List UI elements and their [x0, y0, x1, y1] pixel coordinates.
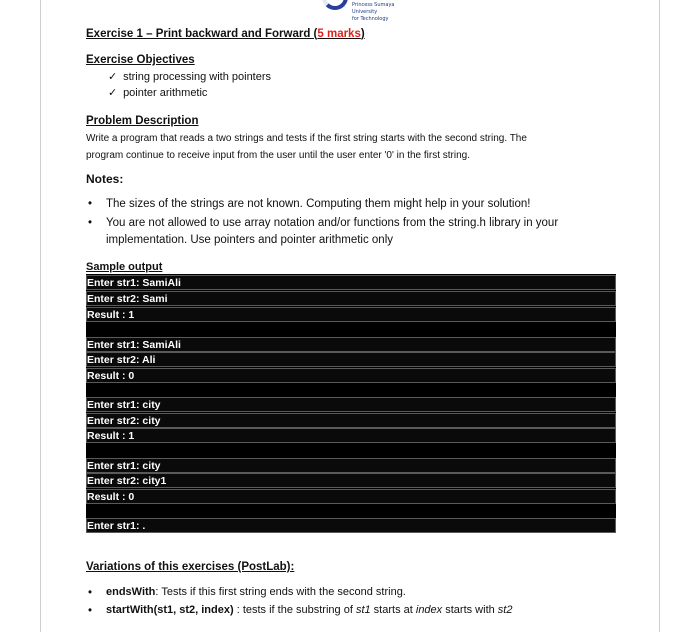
console-line: Enter str2: city1: [86, 473, 616, 488]
bullet-icon: •: [88, 605, 93, 617]
objectives-heading: Exercise Objectives: [86, 54, 195, 66]
exercise-title: [86, 28, 365, 40]
console-line: Enter str1: city: [86, 458, 616, 473]
console-line: Enter str1: city: [86, 397, 616, 412]
problem-heading: Problem Description: [86, 115, 199, 127]
bullet-icon: •: [88, 198, 93, 210]
logo-text-1: Princess Sumaya: [352, 2, 395, 8]
variation-param: st1: [355, 604, 371, 616]
page-border-right: [659, 0, 660, 632]
console-line: Result : 1: [86, 428, 616, 443]
logo-text-2: University: [352, 9, 378, 15]
notes-heading: Notes:: [86, 172, 124, 186]
objective-label: string processing with pointers: [123, 71, 272, 83]
variation-desc: starts at: [370, 604, 416, 616]
check-icon: ✓: [108, 71, 118, 83]
variation-param: st2: [497, 604, 513, 616]
console-line: Result : 1: [86, 307, 616, 322]
console-line: Enter str1: .: [86, 518, 616, 533]
console-line: Result : 0: [86, 489, 616, 504]
problem-line: program continue to receive input from the user until the user enter '0' in the first string.: [86, 150, 471, 161]
note-item: [106, 215, 616, 249]
page-border-left: [40, 0, 41, 632]
console-line: Enter str1: SamiAli: [86, 275, 616, 290]
variation-desc: starts with: [442, 604, 498, 616]
note-line: implementation. Use pointers and pointer arithmetic only: [106, 234, 394, 246]
variations-heading: Variations of this exercises (PostLab):: [86, 561, 295, 573]
exercise-title-text: Exercise 1 – Print backward and Forward (: [86, 28, 318, 40]
objective-item: [108, 70, 271, 83]
variation-param: index: [415, 604, 443, 616]
variation-desc: : Tests if this first string ends with the second string.: [155, 586, 406, 598]
logo-emblem-icon: [322, 0, 348, 10]
objective-item: [108, 86, 207, 99]
exercise-title-end: ): [360, 28, 365, 40]
note-item: The sizes of the strings are not known. Computing them might help in your solution!: [106, 198, 531, 210]
variation-func-name: startWith(st1, st2, index): [106, 604, 234, 616]
console-line: Enter str1: SamiAli: [86, 337, 616, 352]
variation-desc: : tests if the substring of: [233, 604, 356, 616]
console-line: Enter str2: Sami: [86, 291, 616, 306]
sample-output-heading: Sample output: [86, 261, 616, 274]
problem-line: Write a program that reads a two strings and tests if the first string starts with the second string. The: [86, 133, 527, 144]
variation-item: [106, 586, 406, 598]
console-line: Result : 0: [86, 368, 616, 383]
exercise-marks: 5 marks: [317, 28, 361, 40]
problem-description: [86, 130, 616, 164]
logo-text-3: for Technology: [352, 16, 389, 22]
university-logo: [320, 0, 395, 26]
variation-func-name: endsWith: [106, 586, 156, 598]
variation-item: [106, 604, 512, 616]
console-line: Enter str2: Ali: [86, 352, 616, 367]
bullet-icon: •: [88, 217, 93, 229]
note-line: You are not allowed to use array notation and/or functions from the string.h library in your: [106, 217, 559, 229]
check-icon: ✓: [108, 87, 118, 99]
objective-label: pointer arithmetic: [123, 87, 208, 99]
bullet-icon: •: [88, 587, 93, 599]
console-line: Enter str2: city: [86, 413, 616, 428]
